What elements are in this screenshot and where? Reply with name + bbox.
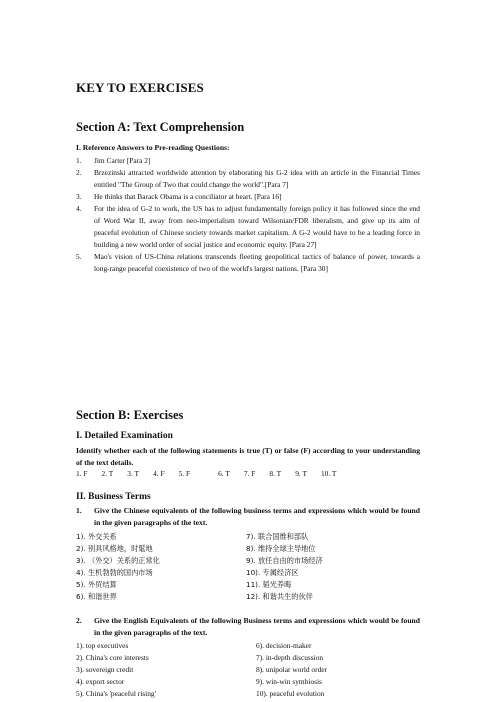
list-item: 3. He thinks that Barack Obama is a conciliator at heart. [Para 16] [76, 192, 282, 201]
list-item: 1). top executives [76, 641, 129, 650]
list-item: 2). China's core interests [76, 653, 149, 662]
list-item: 4). 生机勃勃的国内市场 [76, 568, 153, 577]
section-b-heading: Section B: Exercises [76, 408, 184, 422]
list-item: 12). 和谐共生的伙伴 [246, 592, 313, 601]
document-title: KEY TO EXERCISES [76, 80, 204, 95]
list-item: 7). 联合国维和部队 [246, 532, 309, 541]
list-item: 7). in-depth discussion [256, 653, 324, 662]
list-item: 8). 维持全球主导地位 [246, 544, 316, 553]
list-item: 3). sovereign credit [76, 665, 134, 674]
list-item: 9). win-win symbiosis [256, 677, 322, 686]
list-item: 10). 专属经济区 [246, 568, 299, 577]
list-item: 4). export sector [76, 677, 125, 686]
detailed-examination-instruction: Identify whether each of the following statements is true (T) or false (F) according to your understanding of the text details. [76, 446, 420, 467]
business-question-1: 1. Give the Chinese equivalents of the following business terms and expressions which would be found in the given paragraphs of the text. [76, 506, 420, 527]
list-item: 2. Brzezinski attracted worldwide attention by elaborating his G-2 idea with an article in the Financial Times entitled "The Group of Two that could change the world".[Para 7] [76, 168, 420, 189]
list-item: 2). 别具风格地，时髦地 [76, 544, 153, 553]
section-a-heading: Section A: Text Comprehension [76, 120, 245, 134]
detailed-examination-heading: I. Detailed Examination [76, 431, 173, 441]
list-item: 3). （外交）关系的正常化 [76, 556, 160, 565]
list-item: 11). 韬光养晦 [246, 580, 292, 589]
pre-reading-heading: I. Reference Answers to Pre-reading Questions: [76, 143, 230, 152]
list-item: 1. Jim Carter [Para 2] [76, 156, 151, 165]
list-item: 5). 外贸结算 [76, 580, 117, 589]
list-item: 6). 和谐世界 [76, 592, 117, 601]
business-terms-heading: II. Business Terms [76, 492, 151, 502]
list-item: 9). 放任自由的市场经济 [246, 556, 323, 565]
list-item: 4. For the idea of G-2 to work, the US has to adjust fundamentally foreign policy it has followed since the end of Word War II, away from neo-imperialism toward Wilsonian/FDR liberalism, and give up its aim of peaceful evolution of Chinese society towards market capitalism. A G-2 would have to be a leading force in building a new world order of social justice and economic equity. [Para 27] [76, 204, 420, 249]
list-item: 10). peaceful evolution [256, 689, 325, 698]
pre-reading-answers [76, 155, 420, 275]
list-item: 8). unipolar world order [256, 665, 328, 674]
list-item: 6). decision-maker [256, 641, 312, 650]
list-item: 5). China's 'peaceful rising' [76, 689, 156, 698]
list-item: 1). 外交关系 [76, 532, 117, 541]
business-question-2: 2. Give the English Equivalents of the following Business terms and expressions which would be found in the given paragraphs of the text. [76, 616, 420, 637]
true-false-answers: 1. F 2. T 3. T 4. F 5. F 6. T 7. F 8. T 9. T 10. T [76, 469, 337, 478]
list-item: 5. Mao's vision of US-China relations transcends fleeting geopolitical tactics of balance of power, towards a long-range peaceful coexistence of two of the world's largest nations. [Para 30] [76, 252, 420, 273]
